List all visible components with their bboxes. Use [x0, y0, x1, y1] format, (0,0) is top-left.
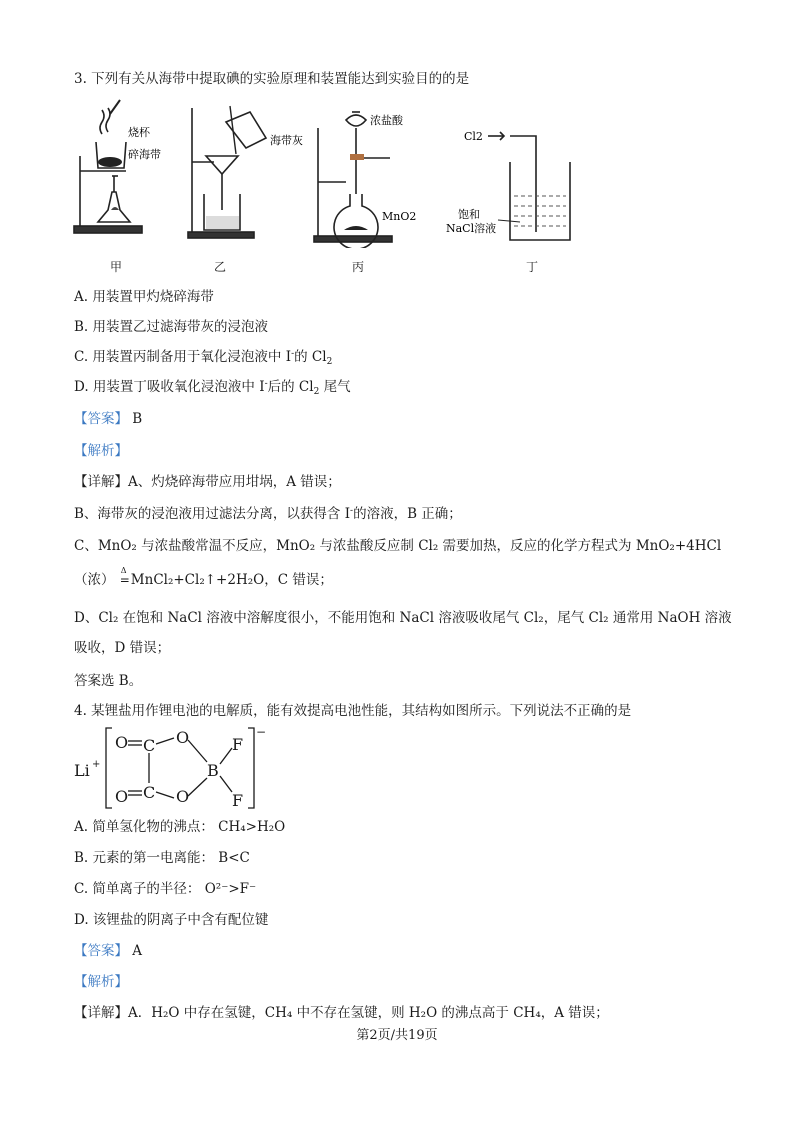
q3-detail-c1: C、MnO₂ 与浓盐酸常温不反应，MnO₂ 与浓盐酸反应制 Cl₂ 需要加热，反应的化学方程式为 MnO₂+4HCl — [74, 538, 722, 554]
label-beaker: 烧杯 — [128, 126, 150, 139]
atom-b: B — [207, 761, 219, 780]
apparatus-jia — [68, 98, 178, 248]
q3-detail-a: 【详解】A、灼烧碎海带应用坩埚，A 错误； — [74, 474, 341, 490]
crushed-seaweed — [98, 157, 122, 167]
q4-option-b: B. 元素的第一电离能： B<C — [74, 850, 250, 866]
atom-o1: O — [115, 733, 129, 752]
label-cl2: Cl2 — [464, 130, 483, 143]
label-seaweed: 碎海带 — [128, 148, 161, 161]
q3-answer: 【答案】 B — [74, 411, 143, 427]
atom-o3: O — [176, 787, 190, 806]
caption-yi: 乙 — [214, 260, 227, 274]
atom-f1: F — [232, 735, 244, 754]
q3-option-b: B. 用装置乙过滤海带灰的浸泡液 — [74, 319, 269, 335]
label-nacl: NaCl溶液 — [446, 222, 497, 235]
atom-c2: C — [143, 783, 156, 802]
apparatus-yi — [184, 98, 312, 248]
q3-option-a: A. 用装置甲灼烧碎海带 — [74, 289, 214, 305]
q4-option-d: D. 该锂盐的阴离子中含有配位键 — [74, 912, 269, 928]
label-saturated: 饱和 — [458, 208, 480, 221]
q4-detail-a: 【详解】A．H₂O 中存在氢键，CH₄ 中不存在氢键，则 H₂O 的沸点高于 CH₄，A 错误； — [74, 1005, 609, 1021]
anion-charge: − — [256, 726, 267, 739]
page-footer: 第2页/共19页 — [356, 1028, 438, 1043]
caption-jia: 甲 — [110, 260, 123, 274]
apparatus-ding — [444, 98, 584, 248]
q3-detail-b: B、海带灰的浸泡液用过滤法分离，以获得含 I-的溶液，B 正确； — [74, 506, 462, 522]
lithium-salt-structure — [72, 726, 282, 812]
atom-f2: F — [232, 791, 244, 810]
atom-o4: O — [115, 787, 129, 806]
caption-bing: 丙 — [352, 260, 365, 274]
q4-answer: 【答案】 A — [74, 943, 143, 959]
q3-conclusion: 答案选 B。 — [74, 673, 143, 689]
cation-li: Li — [74, 761, 90, 780]
label-conc-hcl: 浓盐酸 — [370, 114, 403, 127]
q4-stem: 4. 某锂盐用作锂电池的电解质，能有效提高电池性能，其结构如图所示。下列说法不正确的是 — [74, 703, 632, 719]
apparatus-bing — [310, 98, 440, 248]
label-mno2: MnO2 — [382, 210, 417, 223]
heat-symbol: Δ — [120, 566, 127, 575]
q4-analysis-tag: 【解析】 — [74, 974, 128, 990]
q3-detail-c2: （浓） Δ =MnCl₂+Cl₂↑+2H₂O，C 错误； — [74, 571, 333, 589]
atom-o2: O — [176, 728, 190, 747]
q3-stem: 3. 下列有关从海带中提取碘的实验原理和装置能达到实验目的的是 — [74, 71, 470, 87]
q4-option-c: C. 简单离子的半径： O²⁻>F⁻ — [74, 881, 257, 897]
atom-c1: C — [143, 736, 156, 755]
caption-ding: 丁 — [526, 260, 539, 274]
label-ash: 海带灰 — [270, 134, 303, 147]
q3-detail-d1: D、Cl₂ 在饱和 NaCl 溶液中溶解度很小，不能用饱和 NaCl 溶液吸收尾气 Cl₂，尾气 Cl₂ 通常用 NaOH 溶液 — [74, 610, 732, 626]
q3-option-c: C. 用装置丙制备用于氧化浸泡液中 I-的 $Cl_2$ — [74, 349, 333, 367]
q3-option-d: D. 用装置丁吸收氧化浸泡液中 I-后的 $Cl_2$ 尾气 — [74, 379, 351, 397]
q3-detail-d2: 吸收，D 错误； — [74, 640, 171, 656]
q3-analysis-tag: 【解析】 — [74, 443, 128, 459]
cation-charge: + — [92, 759, 101, 770]
q4-option-a: A. 简单氢化物的沸点： CH₄>H₂O — [74, 819, 286, 835]
